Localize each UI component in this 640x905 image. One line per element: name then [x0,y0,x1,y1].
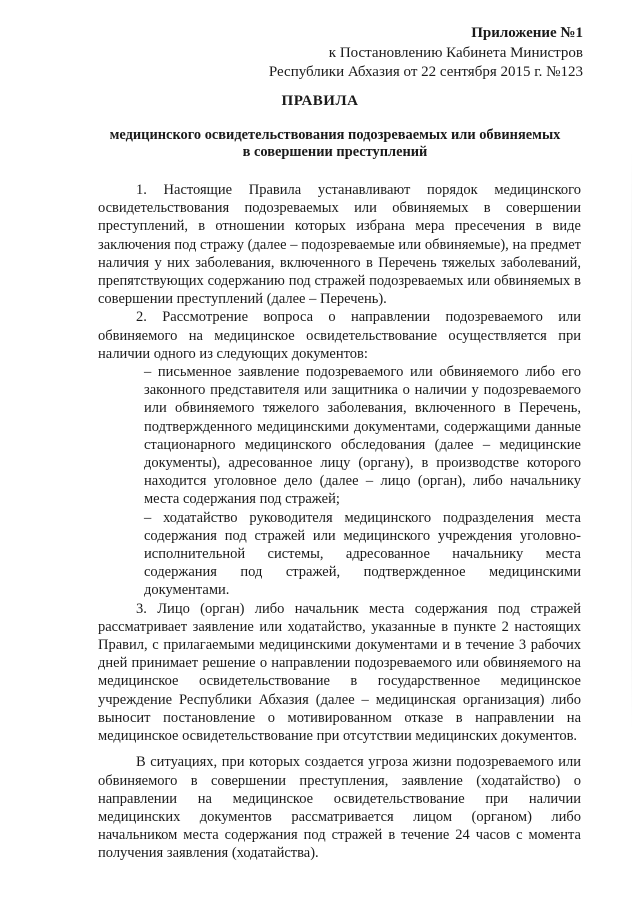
appendix-header [269,24,583,83]
paragraph-4: В ситуациях, при которых создается угроза жизни подозреваемого или обвиняемого в совершении преступления, заявление (ходатайство) о направлении на медицинское освидетельствование при наличии медицинских документов рассматривается лицом (органом) либо начальником места содержания под стражей в течение 24 часов с момента получения заявления (ходатайства). [98,754,581,862]
paragraph-2: 2. Рассмотрение вопроса о направлении подозреваемого или обвиняемого на медицинское освидетельствование осуществляется при наличии одного из следующих документов: [98,309,581,362]
appendix-decree-date: Республики Абхазия от 22 сентября 2015 г. №123 [268,64,583,80]
subtitle-line-1: медицинского освидетельствования подозреваемых или обвиняемых [109,127,561,143]
paragraph-3: 3. Лицо (орган) либо начальник места содержания под стражей рассматривает заявление или ходатайство, указанные в пункте 2 настоящих Правил, с прилагаемыми медицинскими документами и в течение 3 рабочих дней принимает решение о направлении подозреваемого или обвиняемого на медицинское освидетельствование в государственное медицинское учреждение Республики Абхазия (далее – медицинская организация) либо выносит постановление о мотивированном отказе в направлении на медицинское освидетельствование при отсутствии медицинских документов. [98,600,581,745]
list-item-application: – письменное заявление подозреваемого или обвиняемого либо его законного представителя или защитника о наличии у подозреваемого или обвиняемого тяжелого заболевания, включенного в Перечень, подтвержденного медицинскими документами, содержащими данные стационарного медицинского обследования (далее – медицинские документы), адресованное лицу (органу), в производстве которого находится уголовное дело (далее – лицо (орган), либо начальнику места содержания под стражей; [144,364,581,508]
document-subtitle [80,127,590,161]
scan-edge-shadow [631,150,632,730]
document-body [98,181,581,863]
document-title: ПРАВИЛА [281,93,359,109]
appendix-number: Приложение №1 [471,25,583,41]
paragraph-1: 1. Настоящие Правила устанавливают порядок медицинского освидетельствования подозреваемых или обвиняемых в совершении преступлений, в отношении которых избрана мера пресечения в виде заключения под стражу (далее – подозреваемые или обвиняемые), на предмет наличия у них заболевания, включенного в Перечень тяжелых заболеваний, препятствующих содержанию под стражей подозреваемых или обвиняемых в совершении преступлений (далее – Перечень). [98,182,581,308]
list-item-petition: – ходатайство руководителя медицинского подразделения места содержания под стражей или медицинского учреждения уголовно-исполнительной системы, адресованное начальнику места содержания под стражей, подтвержденное медицинскими документами. [144,509,581,599]
appendix-reference: к Постановлению Кабинета Министров [328,44,583,61]
subtitle-line-2: в совершении преступлений [242,144,428,160]
